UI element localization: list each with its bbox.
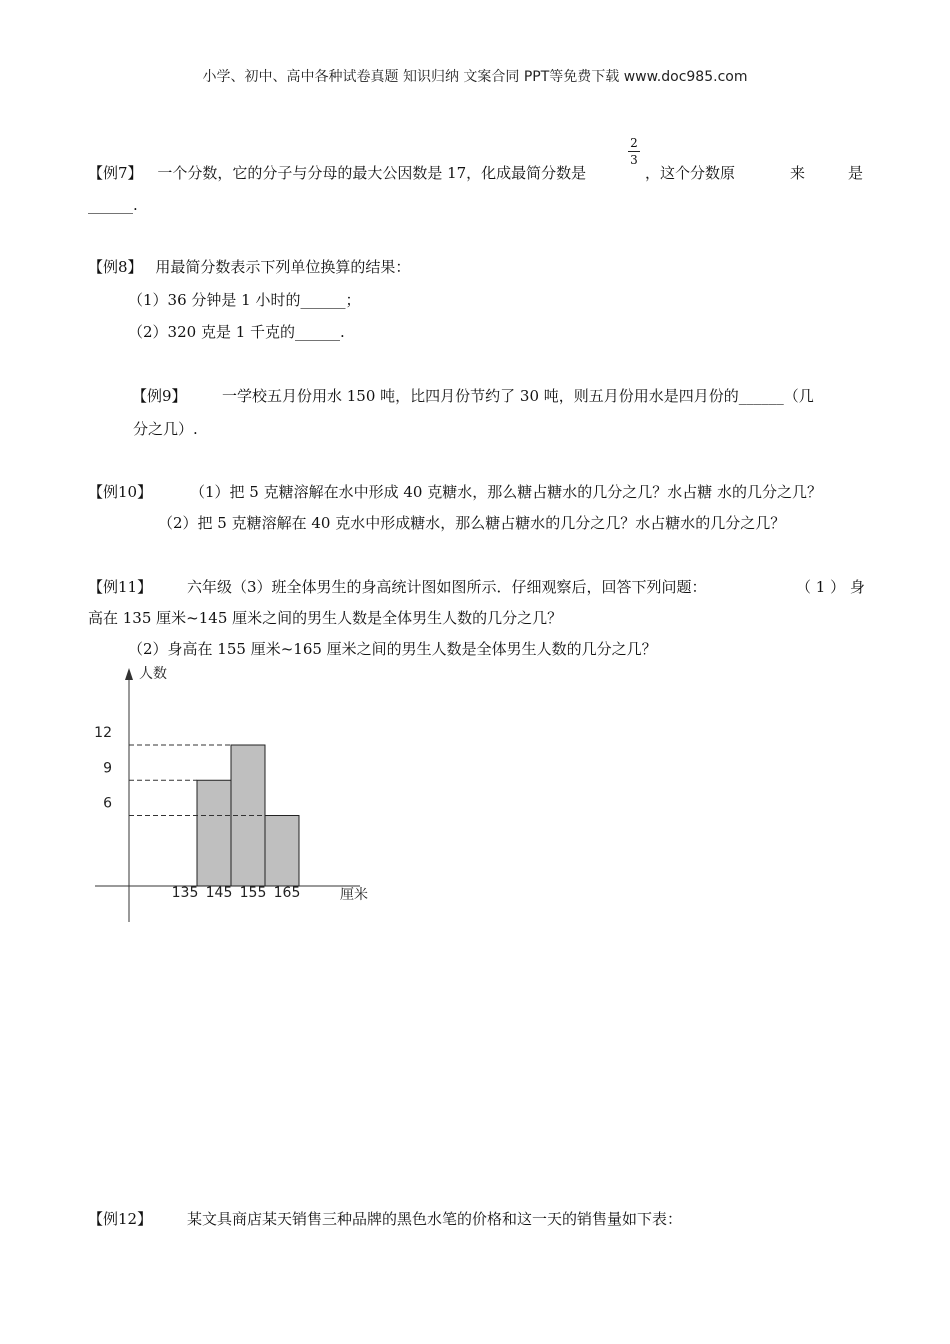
x-tick-label-145: 145 <box>205 885 233 901</box>
fraction-denominator: 3 <box>630 153 638 167</box>
histogram-bar-3 <box>265 816 299 887</box>
example-11-question-2: （2）身高在 155 厘米~165 厘米之间的男生人数是全体男生人数的几分之几？ <box>128 640 657 658</box>
example-7-blank: ______. <box>88 196 138 214</box>
example-8-question-1: （1）36 分钟是 1 小时的______； <box>128 291 361 309</box>
example-7-text: 一个分数，它的分子与分母的最大公因数是 17，化成最简分数是 <box>157 164 587 182</box>
page-header: 小学、初中、高中各种试卷真题 知识归纳 文案合同 PPT等免费下载 www.doc985.com <box>202 69 748 85</box>
example-11-line-2: 高在 135 厘米~145 厘米之间的男生人数是全体男生人数的几分之几？ <box>88 609 563 627</box>
y-tick-label-6: 6 <box>103 795 112 812</box>
example-7-word-shi: 是 <box>848 164 864 182</box>
example-10-question-2: （2）把 5 克糖溶解在 40 克水中形成糖水，那么糖占糖水的几分之几？水占糖水的几分之几？ <box>158 514 786 532</box>
example-9-line-1: 一学校五月份用水 150 吨，比四月份节约了 30 吨，则五月份用水是四月份的______（几 <box>222 387 814 405</box>
example-11-line-1b: （ 1 ） 身 <box>796 578 865 596</box>
y-tick-label-12: 12 <box>94 725 112 741</box>
y-axis-label: 人数 <box>139 666 167 682</box>
x-tick-label-155: 155 <box>239 885 267 901</box>
example-7-text2: ，这个分数原 <box>645 164 736 182</box>
y-tick-label-9: 9 <box>103 760 112 777</box>
example-10-tag: 【例10】 <box>88 483 153 501</box>
histogram-bar-1 <box>197 780 231 886</box>
example-9-line-2: 分之几）. <box>133 420 198 438</box>
y-axis-arrow-icon <box>125 668 133 680</box>
example-10-question-1: （1）把 5 克糖溶解在水中形成 40 克糖水，那么糖占糖水的几分之几？水占糖 水的几分之几？ <box>190 483 823 501</box>
fraction-numerator: 2 <box>630 136 638 150</box>
example-8-question-2: （2）320 克是 1 千克的______. <box>128 323 345 341</box>
example-7-tag: 【例7】 <box>88 164 143 182</box>
x-tick-label-165: 165 <box>273 885 301 901</box>
example-12-text: 某文具商店某天销售三种品牌的黑色水笔的价格和这一天的销售量如下表： <box>187 1210 683 1228</box>
example-9-tag: 【例9】 <box>132 387 187 405</box>
example-11-tag: 【例11】 <box>88 578 153 596</box>
x-axis-label: 厘米 <box>340 887 368 903</box>
example-12-tag: 【例12】 <box>88 1210 153 1228</box>
example-8-text: 用最简分数表示下列单位换算的结果： <box>155 258 411 276</box>
example-7-word-lai: 来 <box>790 164 806 182</box>
example-11-line-1: 六年级（3）班全体男生的身高统计图如图所示．仔细观察后，回答下列问题： <box>187 578 707 596</box>
example-8-tag: 【例8】 <box>88 258 143 276</box>
x-tick-label-135: 135 <box>171 885 199 901</box>
